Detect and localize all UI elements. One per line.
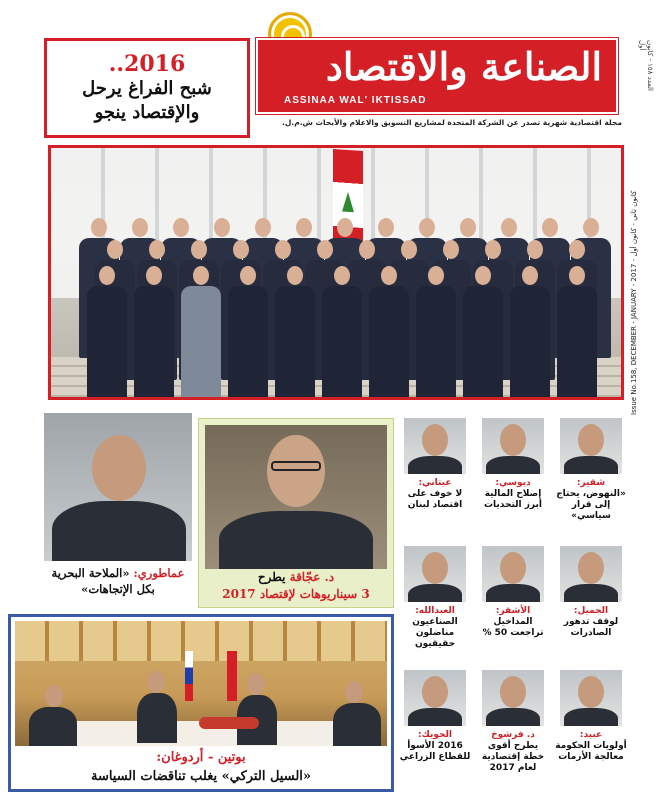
portrait-photo-left bbox=[44, 413, 192, 561]
thumb-name: العبدالله: bbox=[415, 606, 455, 616]
photo-person bbox=[508, 266, 552, 400]
thumb-text: لا خوف على اقتصاد لبنان bbox=[407, 489, 463, 510]
masthead-title: الصناعة والاقتصاد bbox=[325, 44, 602, 89]
bottom-story-line-2: «السيل التركي» يغلب تناقضات السياسة bbox=[90, 769, 312, 784]
thumb-photo bbox=[482, 546, 544, 602]
thumb-name: عيتاني: bbox=[418, 478, 452, 488]
thumb-name: الجميل: bbox=[573, 606, 609, 616]
feature-subtitle: 3 سيناريوهات لإقتصاد 2017 bbox=[222, 587, 370, 601]
thumb-text: إصلاح المالية أبرز التحديات bbox=[483, 489, 542, 510]
photo-person bbox=[132, 266, 176, 400]
thumb-text: المداخيل تراجعت 50 % bbox=[482, 617, 544, 638]
photo-person bbox=[555, 266, 599, 400]
thumb-photo bbox=[560, 546, 622, 602]
thumb-caption bbox=[477, 730, 549, 774]
thumb-caption bbox=[399, 730, 471, 763]
thumb-text: «النهوض، يحتاج إلى قرار سياسي» bbox=[556, 489, 626, 521]
thumb-text: 2016 الأسوأ للقطاع الزراعي bbox=[399, 741, 471, 762]
feature-title-accent: د. عجّاقة bbox=[289, 570, 335, 584]
left-story-caption bbox=[44, 565, 192, 597]
thumb-caption bbox=[399, 478, 471, 511]
bottom-story bbox=[8, 614, 394, 792]
photo-person bbox=[414, 266, 458, 400]
thumb-photo bbox=[482, 418, 544, 474]
thumb-text: يطرح أقوى خطة إقتصادية لعام 2017 bbox=[481, 741, 545, 773]
photo-person bbox=[461, 266, 505, 400]
thumb-name: الأشقر: bbox=[495, 606, 531, 616]
thumb-name: الحويك: bbox=[418, 730, 452, 740]
masthead-latin-title: ASSINAA WAL' IKTISSAD bbox=[284, 95, 427, 106]
thumb-text: لوقف تدهور الصادرات bbox=[563, 617, 619, 638]
thumb-photo bbox=[404, 418, 466, 474]
thumb-name: ديوسي: bbox=[495, 478, 531, 488]
headline-line-2: والإقتصاد ينجو bbox=[94, 102, 200, 123]
thumb-caption bbox=[477, 478, 549, 511]
left-story-name: عماطوري: bbox=[133, 566, 185, 580]
masthead bbox=[256, 38, 618, 114]
thumb-photo bbox=[404, 546, 466, 602]
feature-title-rest: يطرح bbox=[257, 570, 290, 584]
thumb-caption bbox=[555, 478, 627, 522]
headline-line-1: شبح الفراغ يرحل bbox=[82, 78, 212, 99]
feature-title bbox=[199, 569, 393, 603]
issue-date-vertical: Issue No.158, DECEMBER - JANUARY - 2017 - كانون ثاني - كانون أول bbox=[630, 190, 638, 415]
headline-year: 2016.. bbox=[108, 51, 186, 77]
photo-person bbox=[367, 266, 411, 400]
photo-person bbox=[226, 266, 270, 400]
bottom-story-line-1: بوتين - أردوغان: bbox=[156, 750, 246, 765]
group-photo bbox=[48, 145, 624, 400]
issue-number: العدد ١٥٨ - كانون أول bbox=[638, 40, 654, 91]
thumb-name: عبيد: bbox=[579, 730, 603, 740]
thumb-caption bbox=[399, 606, 471, 650]
thumb-photo bbox=[404, 670, 466, 726]
photo-person bbox=[320, 266, 364, 400]
thumb-text: أولويات الحكومة معالجة الأزمات bbox=[555, 741, 627, 762]
feature-photo bbox=[205, 425, 387, 569]
thumb-caption bbox=[555, 606, 627, 639]
thumb-photo bbox=[560, 418, 622, 474]
thumb-name: شقير: bbox=[576, 478, 606, 488]
thumb-text: الصناعيون مناضلون حقيقيون bbox=[412, 617, 458, 649]
bottom-story-photo bbox=[15, 621, 387, 746]
thumb-caption bbox=[477, 606, 549, 639]
photo-person bbox=[179, 266, 223, 400]
bottom-story-title bbox=[11, 748, 391, 786]
cover-headline bbox=[44, 38, 250, 138]
feature-story bbox=[198, 418, 394, 608]
photo-people bbox=[71, 218, 611, 400]
publisher-line: مجلة اقتصادية شهرية تصدر عن الشركة المتحدة لمشاريع التسويق والاعلام والأبحاث ش.م.ل. bbox=[282, 118, 622, 127]
photo-person bbox=[273, 266, 317, 400]
thumb-caption bbox=[555, 730, 627, 763]
thumb-photo bbox=[560, 670, 622, 726]
photo-person bbox=[85, 266, 129, 400]
thumb-name: د. فرشوخ bbox=[491, 730, 535, 740]
left-story-text: «الملاحة البحرية بكل الإتجاهات» bbox=[51, 566, 155, 596]
thumb-photo bbox=[482, 670, 544, 726]
